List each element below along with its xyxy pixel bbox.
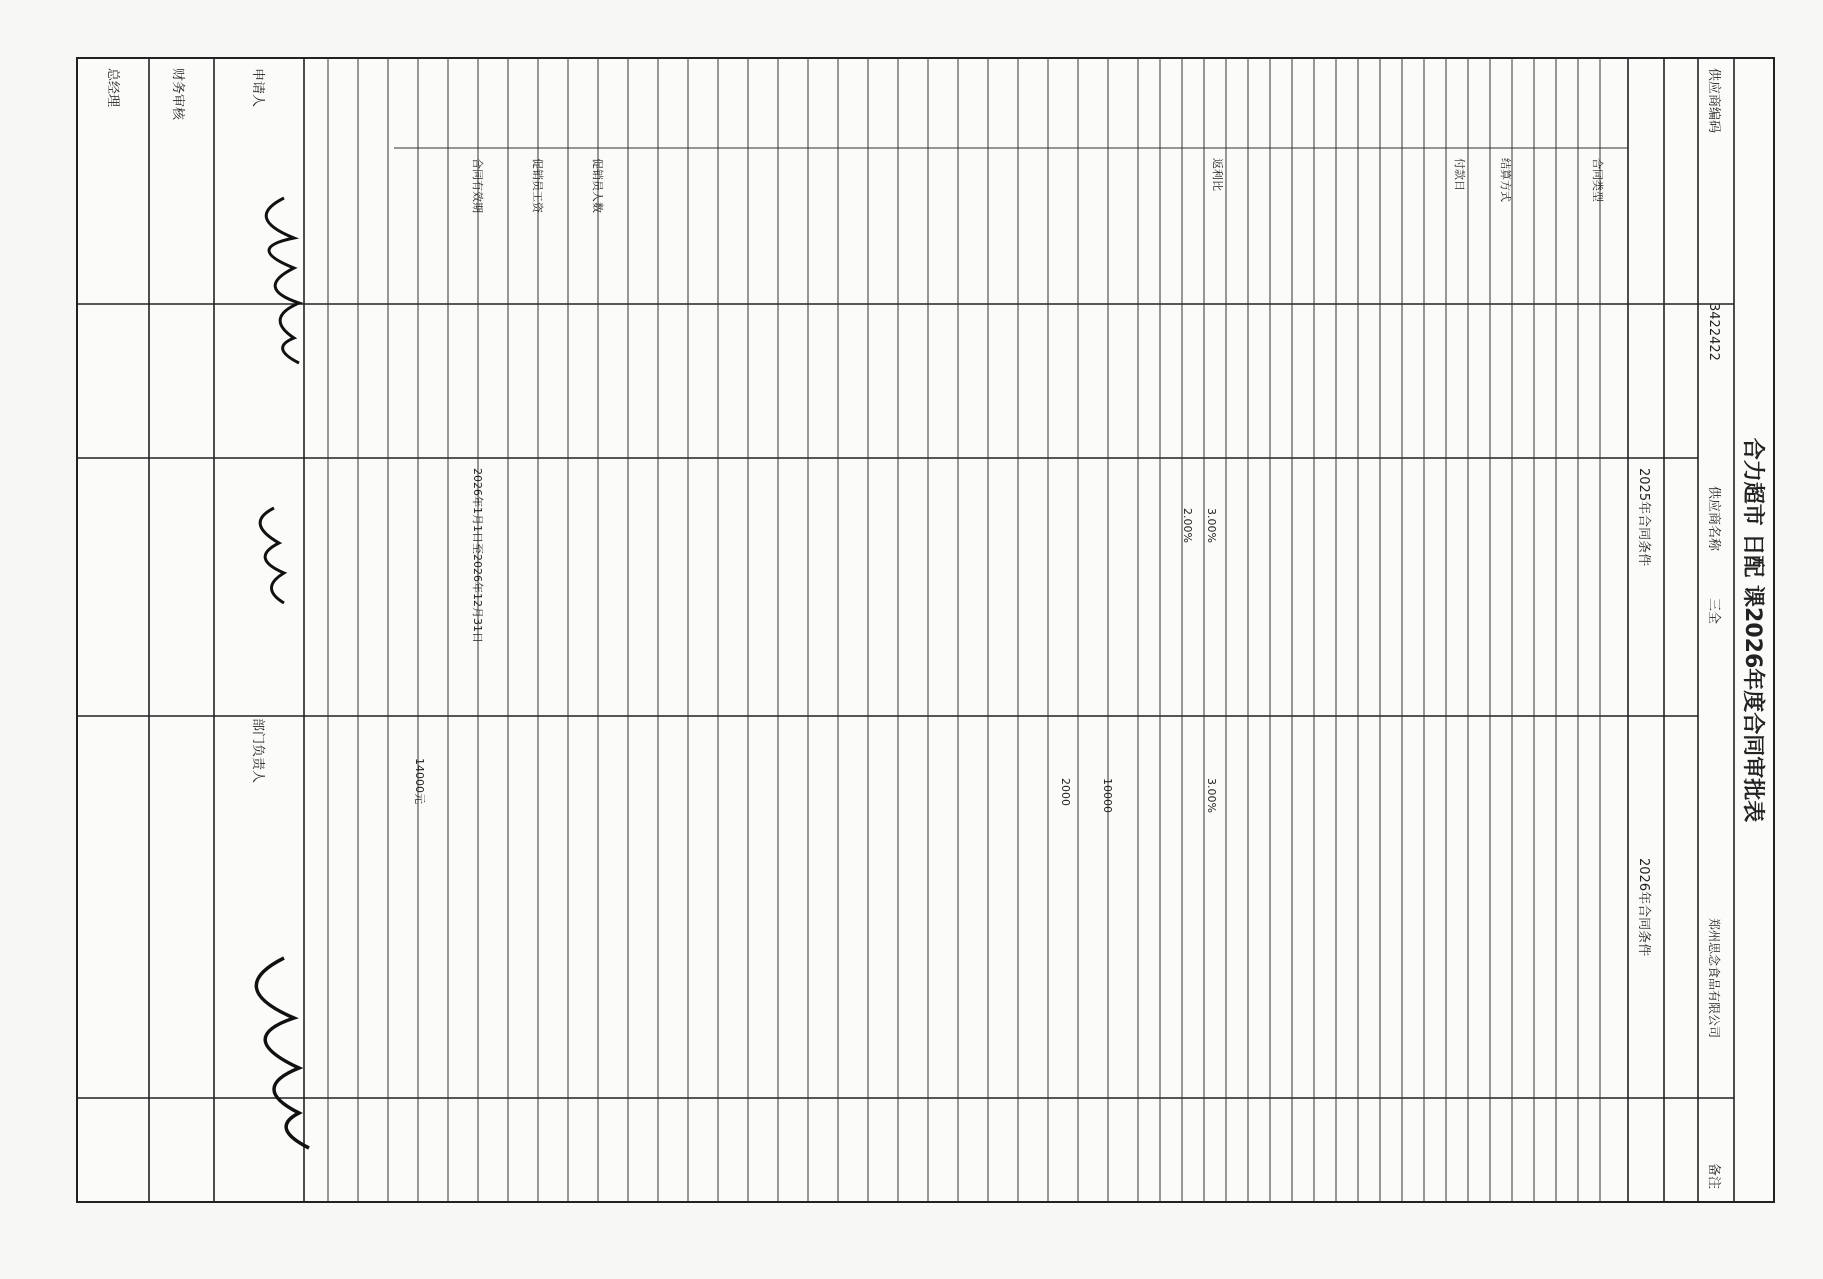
finance-label: 财务审核 [170, 68, 185, 121]
supplier-code-value: 3422422 [1706, 303, 1721, 361]
row-label: 结算方式 [1499, 158, 1512, 202]
dept-head-label: 部门负责人 [250, 718, 265, 784]
rate-left-2: 2.00% [1181, 508, 1194, 543]
row-label: 促销员人数 [591, 158, 604, 213]
row-label: 返利比 [1211, 158, 1224, 191]
supplier-name-value: 三全 [1706, 598, 1721, 625]
gm-label: 总经理 [105, 68, 120, 108]
row-label: 合同类型 [1591, 158, 1604, 202]
form-title: 合力超市 日配 课2026年度合同审批表 [1740, 437, 1765, 823]
amount-10000: 10000 [1101, 778, 1114, 813]
row-label: 合同有效期 [471, 158, 484, 213]
rate-left: 3.00% [1205, 508, 1218, 543]
supplier-name-label: 供应商名称 [1706, 486, 1721, 552]
amount-2000: 2000 [1059, 778, 1072, 806]
contract-2025-header: 2025年合同条件 [1636, 468, 1651, 567]
form-border [77, 58, 1774, 1202]
contract-2026-header: 2026年合同条件 [1636, 858, 1651, 957]
remark-header: 备注 [1706, 1163, 1721, 1190]
supplier-code-label: 供应商编码 [1706, 68, 1721, 134]
row-label: 付款日 [1453, 158, 1466, 191]
contract-date-range: 2026年1月1日至2026年12月31日 [471, 468, 484, 643]
rate-right: 3.00% [1205, 778, 1218, 813]
row-label: 促销员工资 [531, 158, 544, 213]
applicant-label: 申请人 [250, 68, 265, 108]
supplier-company: 郑州思念食品有限公司 [1707, 918, 1721, 1039]
amount-14000: 14000元 [413, 758, 426, 804]
